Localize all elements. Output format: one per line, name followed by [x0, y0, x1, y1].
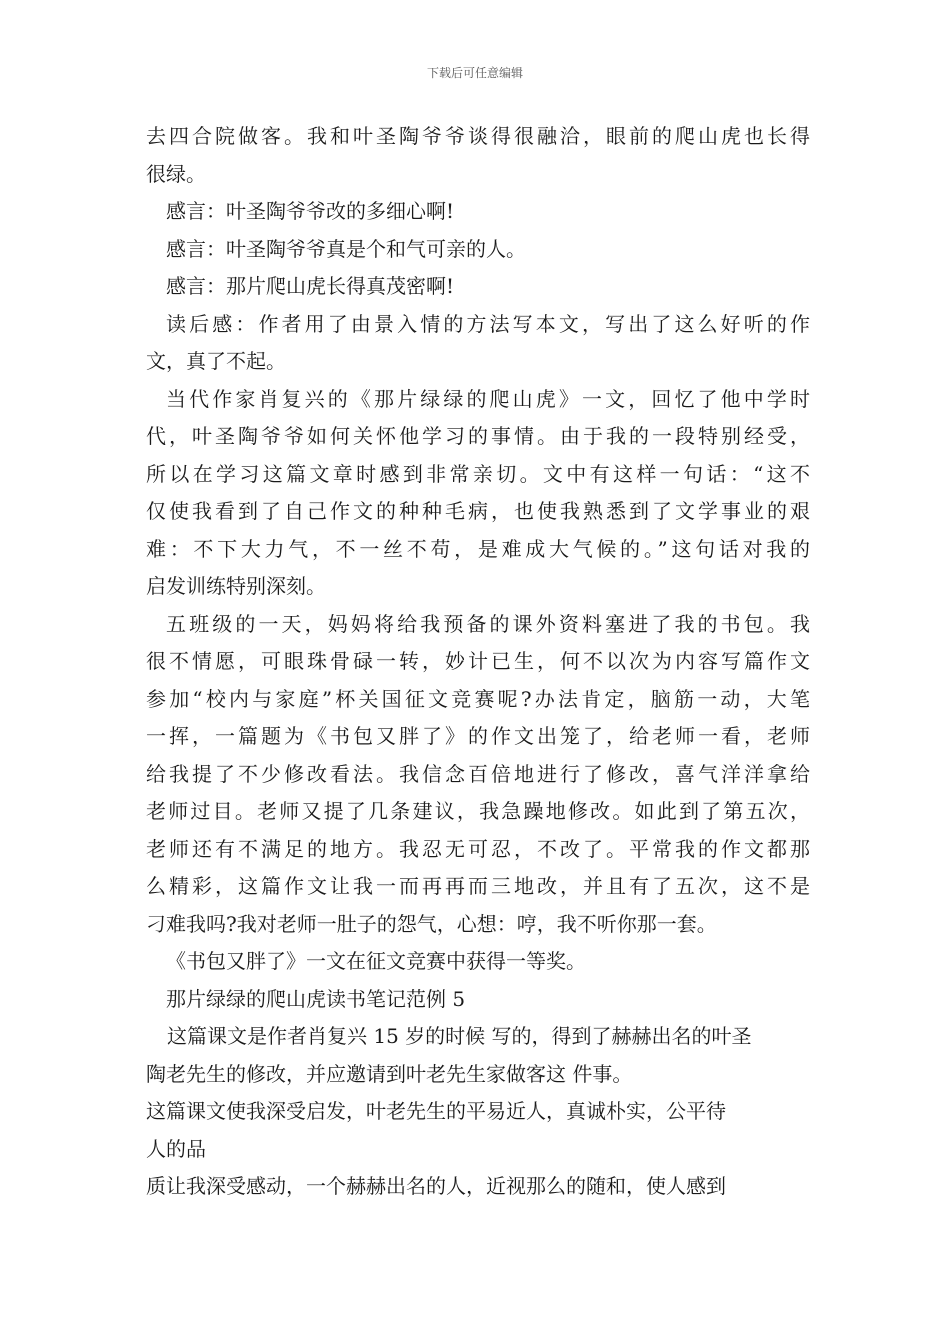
- text-line: 读后感：作者用了由景入情的方法写本文，写出了这么好听的作: [166, 311, 810, 336]
- document-body: [146, 118, 810, 1206]
- text-line: 老师过目。老师又提了几条建议，我急躁地修改。如此到了第五次，: [146, 799, 810, 823]
- text-line: 感言：叶圣陶爷爷改的多细心啊!: [166, 199, 455, 223]
- text-line: 去四合院做客。我和叶圣陶爷爷谈得很融洽，眼前的爬山虎也长得: [146, 124, 810, 148]
- page-header: 下载后可任意编辑: [426, 66, 523, 80]
- text-line: 启发训练特别深刻。: [146, 574, 326, 598]
- text-line: 一挥，一篇题为《书包又胖了》的作文出笼了，给老师一看，老师: [146, 724, 810, 748]
- text-line: 感言：那片爬山虎长得真茂密啊!: [166, 274, 455, 298]
- text-line: 参加“校内与家庭”杯关国征文竞赛呢?办法肯定，脑筋一动，大笔: [146, 686, 810, 711]
- text-line: 很绿。: [146, 161, 206, 186]
- text-line: 文，真了不起。: [146, 349, 286, 373]
- text-line: 所以在学习这篇文章时感到非常亲切。文中有这样一句话：“这不: [146, 461, 810, 486]
- text-line: 这篇课文使我深受启发，叶老先生的平易近人，真诚朴实，公平待: [146, 1099, 726, 1123]
- text-line: 给我提了不少修改看法。我信念百倍地进行了修改，喜气洋洋拿给: [146, 761, 810, 786]
- text-line: 《书包又胖了》一文在征文竞赛中获得一等奖。: [166, 949, 586, 973]
- section-heading: 那片绿绿的爬山虎读书笔记范例 5: [166, 986, 466, 1011]
- text-line: 代，叶圣陶爷爷如何关怀他学习的事情。由于我的一段特别经受，: [146, 424, 810, 448]
- text-line: 质让我深受感动，一个赫赫出名的人，近视那么的随和，使人感到: [146, 1174, 726, 1198]
- text-line: 老师还有不满足的地方。我忍无可忍，不改了。平常我的作文都那: [146, 836, 810, 861]
- text-line: 当代作家肖复兴的《那片绿绿的爬山虎》一文，回忆了他中学时: [166, 386, 810, 411]
- text-line: 么精彩，这篇作文让我一而再再而三地改，并且有了五次，这不是: [146, 874, 810, 898]
- text-line: 五班级的一天，妈妈将给我预备的课外资料塞进了我的书包。我: [166, 611, 810, 636]
- text-line: 仅使我看到了自己作文的种种毛病，也使我熟悉到了文学事业的艰: [146, 499, 810, 523]
- text-line: 人的品: [146, 1136, 206, 1161]
- text-line: 很不情愿，可眼珠骨碌一转，妙计已生，何不以次为内容写篇作文: [146, 649, 810, 673]
- text-line: 这篇课文是作者肖复兴 15 岁的时候 写的，得到了赫赫出名的叶圣: [167, 1024, 752, 1048]
- text-line: 感言：叶圣陶爷爷真是个和气可亲的人。: [166, 236, 526, 261]
- text-line: 难：不下大力气，不一丝不苟，是难成大气候的。”这句话对我的: [146, 536, 810, 561]
- text-line: 刁难我吗?我对老师一肚子的怨气，心想：哼，我不听你那一套。: [146, 911, 717, 936]
- text-line: 陶老先生的修改，并应邀请到叶老先生家做客这 件事。: [146, 1061, 633, 1086]
